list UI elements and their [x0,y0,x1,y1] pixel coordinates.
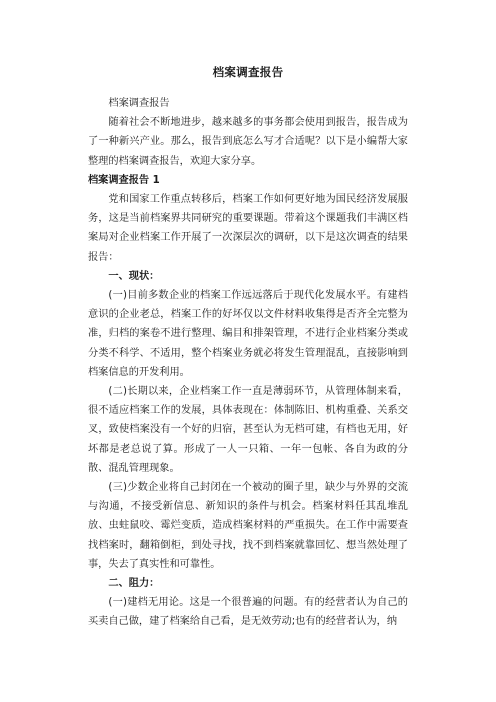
document-body [88,94,408,632]
document-title: 档案调查报告 [212,65,284,79]
paragraph-situation-1: (一)目前多数企业的档案工作远远落后于现代化发展水平。有建档意识的企业老总，档案工作的好坏仅以文件材料收集得是否齐全完整为准，归档的案卷不进行整理、编目和排架管理，不进行企业档案分类或分类不科学、不适用，整个档案业务就必将发生管理混乱，直接影响到档案信息的开发利用。 [88,290,408,378]
heading-obstacles: 二、阻力： [108,578,160,590]
paragraph-intro: 随着社会不断地进步，越来越多的事务都会使用到报告，报告成为了一种新兴产业。那么，报告到底怎么写才合适呢？以下是小编帮大家整理的档案调查报告，欢迎大家分享。 [88,117,408,167]
paragraph-subtitle: 档案调查报告 [108,98,170,109]
heading-current-situation: 一、现状： [108,270,160,282]
paragraph-situation-2: (二)长期以来，企业档案工作一直是薄弱环节，从管理体制来看，很不适应档案工作的发展，具体表现在：体制陈旧、机构重叠、关系交叉，致使档案没有一个好的归宿，甚至认为无档可建，有档也无用，好坏都是老总说了算。形成了一人一只箱、一年一包帐、各自为政的分散、混乱管理现象。 [88,386,408,474]
paragraph-report-1-intro: 党和国家工作重点转移后，档案工作如何更好地为国民经济发展服务，这是当前档案界共同研究的重要课题。带着这个课题我们丰满区档案局对企业档案工作开展了一次深层次的调研，以下是这次调查的结果报告： [88,194,408,263]
paragraph-situation-3: (三)少数企业将自己封闭在一个被动的圈子里，缺少与外界的交流与沟通，不接受新信息、新知识的条件与机会。档案材料任其乱堆乱放、虫蛀鼠咬、霉烂变质，造成档案材料的严重损失。在工作中需要查找档案时，翻箱倒柜，到处寻找，找不到档案就靠回忆、想当然处理了事，失去了真实性和可靠性。 [88,482,408,570]
paragraph-obstacle-1: (一)建档无用论。这是一个很普遍的问题。有的经营者认为自己的买卖自己做，建了档案给自己看，是无效劳动;也有的经营者认为，纳 [88,597,408,628]
section-heading-report-1: 档案调查报告 1 [88,174,160,186]
